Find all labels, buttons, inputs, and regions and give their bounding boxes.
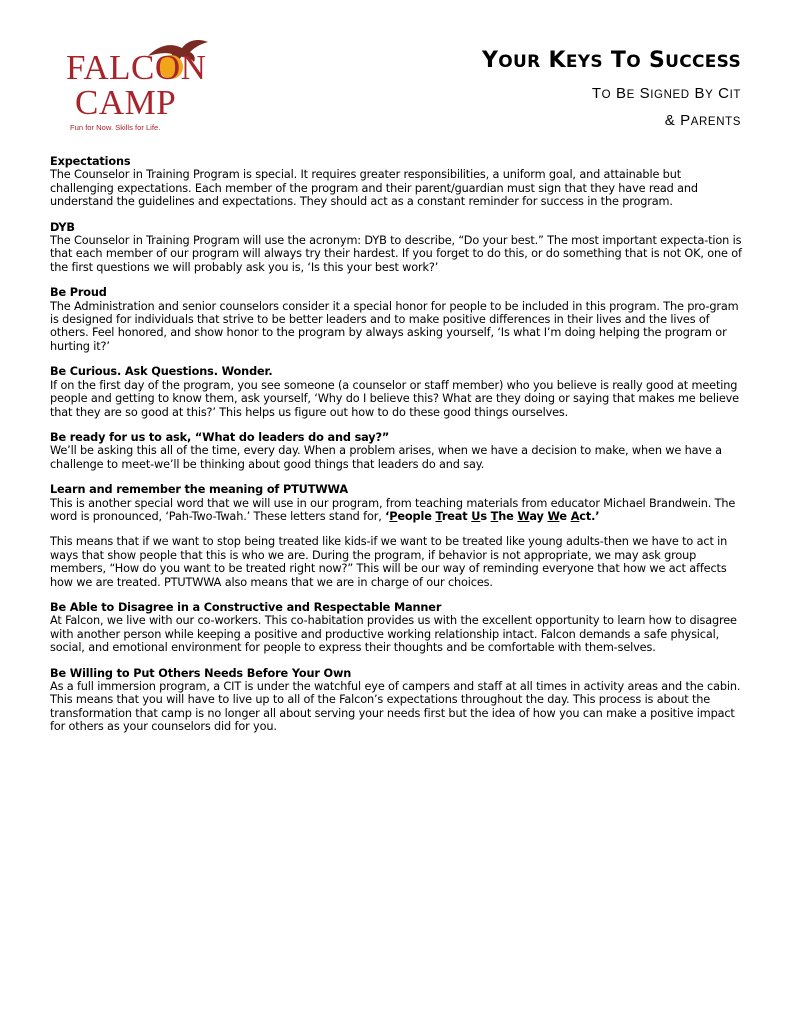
page-subtitle-line-2: & PARENTS bbox=[664, 111, 741, 129]
page-subtitle-line-1: TO BE SIGNED BY CIT bbox=[591, 85, 741, 102]
acronym-part: People bbox=[389, 509, 436, 523]
section-others-needs bbox=[50, 667, 744, 734]
section-heading: Be Able to Disagree in a Constructive and Respectable Manner bbox=[50, 600, 442, 614]
section-heading: DYB bbox=[50, 220, 75, 234]
acronym-part: We bbox=[547, 509, 571, 523]
acronym-expansion: ‘People Treat Us The Way We Act.’ bbox=[385, 509, 600, 523]
section-heading: Be Curious. Ask Questions. Wonder. bbox=[50, 365, 273, 379]
section-heading: Learn and remember the meaning of PTUTWWA bbox=[50, 483, 348, 497]
acronym-part: Way bbox=[517, 509, 548, 523]
section-expectations bbox=[50, 155, 744, 209]
logo-tagline: Fun for Now. Skills for Life. bbox=[70, 123, 161, 132]
section-paragraph: As a full immersion program, a CIT is under the watchful eye of campers and staff at all times in activity areas and the cabin. This means that you will have to live up to all of the Falcon’s expectations throughout the day. This process is about the transformation that camp is no longer all about serving your needs first but the idea of how you can make a positive impact for others as your counselors did for you. bbox=[50, 680, 741, 734]
section-paragraph: The Counselor in Training Program will use the acronym: DYB to describe, “Do your best.” The most important expecta-tion is that each member of our program will always try their hardest. If you forget to do this, or do something that is not OK, one of the first questions we will probably ask you is, ‘Is this your best work?’ bbox=[50, 234, 742, 274]
section-ptutwwa bbox=[50, 483, 744, 589]
section-be-proud bbox=[50, 286, 744, 353]
section-paragraph: This means that if we want to stop being treated like kids-if we want to be treated like young adults-then we have to act in ways that show people that this is who we are. During the program, if behavior is not appropriate, we may ask group members, “How do you want to be treated right now?” This will be our way of reminding everyone that how we act affects how we are treated. PTUTWWA also means that we are in charge of our choices. bbox=[50, 535, 728, 589]
section-be-curious bbox=[50, 365, 744, 419]
section-be-ready bbox=[50, 431, 744, 471]
section-dyb bbox=[50, 221, 744, 275]
acronym-part: The bbox=[490, 509, 518, 523]
acronym-part: Act. bbox=[570, 509, 596, 523]
section-heading: Be Proud bbox=[50, 286, 107, 300]
acronym-part: Treat bbox=[435, 509, 472, 523]
section-paragraph: We’ll be asking this all of the time, every day. When a problem arises, when we have a decision to make, when we have a challenge to meet-we’ll be thinking about good things that leaders do and say. bbox=[50, 444, 722, 471]
section-paragraph: At Falcon, we live with our co-workers. This co-habitation provides us with the excellent opportunity to learn how to disagree with another person while keeping a positive and productive working relationship intact. Falcon demands a safe physical, social, and emotional environment for people to express their thoughts and be comfortable with them-selves. bbox=[50, 614, 737, 655]
falcon-camp-logo bbox=[62, 36, 232, 140]
section-heading: Be Willing to Put Others Needs Before Your Own bbox=[50, 666, 352, 680]
section-paragraph: The Administration and senior counselors consider it a special honor for people to be included in this program. The pro-gram is designed for individuals that strive to be better leaders and to make positive differences in their lives and the lives of others. Feel honored, and show honor to the program by always asking yourself, ‘Is what I’m doing helping the program or hurting it?’ bbox=[50, 299, 739, 353]
section-paragraph-intro bbox=[50, 497, 744, 524]
section-heading: Be ready for us to ask, “What do leaders do and say?” bbox=[50, 430, 390, 444]
section-heading: Expectations bbox=[50, 155, 131, 168]
logo-camp-text: CAMP bbox=[75, 83, 177, 122]
section-paragraph: The Counselor in Training Program is special. It requires greater responsibilities, a uniform goal, and attainable but challenging expectations. Each member of the program and their parent/guardian must sign that they have read and understand the guidelines and expectations. They should act as a constant reminder for success in the program. bbox=[50, 168, 698, 209]
section-disagree bbox=[50, 601, 744, 655]
section-paragraph: If on the first day of the program, you see someone (a counselor or staff member) who you believe is really good at meeting people and getting to know them, ask yourself, ‘Why do I believe this? What are they doing or saying that makes me believe that they are so good at this?’ This helps us figure out how to do these good things ourselves. bbox=[50, 378, 739, 419]
acronym-part: Us bbox=[471, 509, 491, 523]
intro-text: This is another special word that we will use in our program, from teaching materials from educator Michael Brandwein. The word is pronounced, ‘Pah-Two-Twah.’ These letters stand for, bbox=[50, 496, 736, 523]
title-block bbox=[482, 50, 741, 128]
document-body bbox=[50, 155, 744, 746]
logo-falcon-text: FALCON bbox=[66, 48, 207, 87]
page-title: YOUR KEYS TO SUCCESS bbox=[482, 48, 741, 73]
